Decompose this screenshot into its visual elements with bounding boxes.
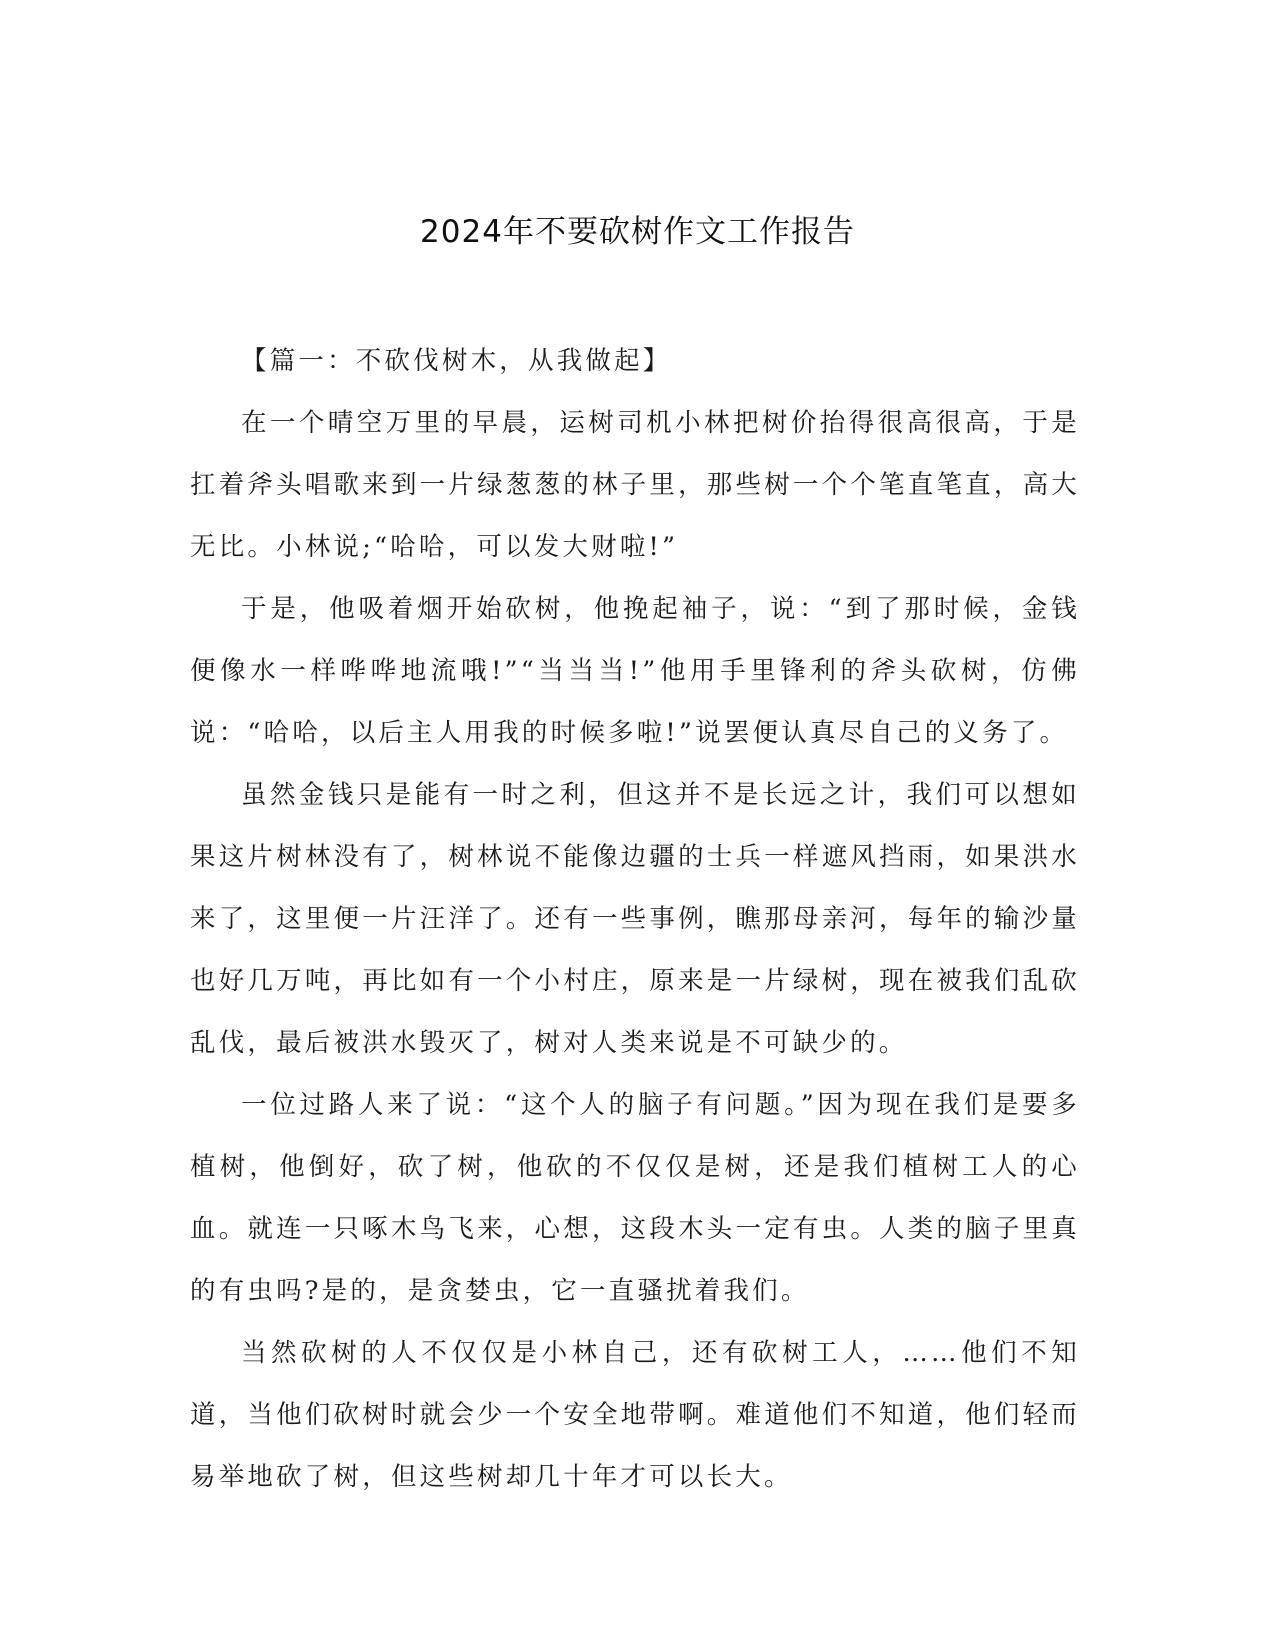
- paragraph-4: 一位过路人来了说：“这个人的脑子有问题。”因为现在我们是要多植树，他倒好，砍了树，他砍的不仅仅是树，还是我们植树工人的心血。就连一只啄木鸟飞来，心想，这段木头一定有虫。人类的脑子里真的有虫吗?是的，是贪婪虫，它一直骚扰着我们。: [190, 1090, 1080, 1306]
- paragraph-3: 虽然金钱只是能有一时之利，但这并不是长远之计，我们可以想如果这片树林没有了，树林说不能像边疆的士兵一样遮风挡雨，如果洪水来了，这里便一片汪洋了。还有一些事例，瞧那母亲河，每年的输沙量也好几万吨，再比如有一个小村庄，原来是一片绿树，现在被我们乱砍乱伐，最后被洪水毁灭了，树对人类来说是不可缺少的。: [190, 780, 1080, 1058]
- document-title: 2024年不要砍树作文工作报告: [420, 214, 855, 250]
- section-heading: 【篇一：不砍伐树木，从我做起】: [241, 346, 672, 376]
- paragraph-5: 当然砍树的人不仅仅是小林自己，还有砍树工人，……他们不知道，当他们砍树时就会少一个安全地带啊。难道他们不知道，他们轻而易举地砍了树，但这些树却几十年才可以长大。: [190, 1338, 1080, 1492]
- paragraph-2: 于是，他吸着烟开始砍树，他挽起袖子，说：“到了那时候，金钱便像水一样哗哗地流哦!”“当当当!”他用手里锋利的斧头砍树，仿佛说：“哈哈，以后主人用我的时候多啦!”说罢便认真尽自己的义务了。: [190, 594, 1080, 748]
- paragraph-1: 在一个晴空万里的早晨，运树司机小林把树价抬得很高很高，于是扛着斧头唱歌来到一片绿葱葱的林子里，那些树一个个笔直笔直，高大无比。小林说;“哈哈，可以发大财啦!”: [190, 408, 1080, 562]
- document-body: [190, 330, 1080, 1508]
